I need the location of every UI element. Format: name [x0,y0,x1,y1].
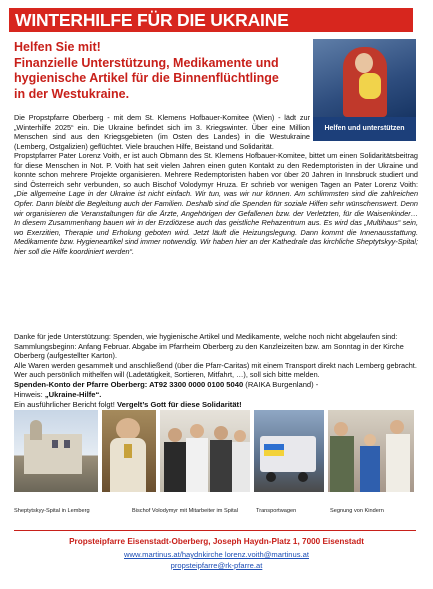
main-paragraph [14,151,418,257]
transport-photo [254,410,324,492]
report-line [14,400,418,410]
caption-bischof: Bischof Volodymyr mit Mitarbeiter im Spital [132,508,239,514]
headline-line: Finanzielle Unterstützung, Medikamente und [14,55,279,70]
main-text: Propstpfarrer Pater Lorenz Voith, er ist auch Obmann des St. Klemens Hofbauer-Komitee, bittet um einen Solidaritätsbeitrag für diese Menschen in Not. P. Voith hat seit vielen Jahren einen guten Kontakt zu den Redemptoristen in der Ukraine und konnte schon mehrere Projekte organisieren. Mehrere Redemptoristen haben vor über 20 Jahren in Innsbruck studiert und sind Österreich sehr verbunden, so auch Bischof Volodymyr Hruza. Er schrieb vor wenigen Tagen an Pater Lorenz Voith: [14,151,418,189]
hospital-photo [14,410,98,492]
bishop-photo [102,410,156,492]
caption-segnung: Segnung von Kindern [330,508,384,514]
hero-caption: Helfen und unterstützen [324,125,405,132]
headline [14,40,314,102]
bishop-quote: „Die allgemeine Lage in der Ukraine ist nicht einfach. Wir tun, was wir nur können. Am schlimmsten sind die zahlreichen Opfer. Dann bleibt die Begleitung auch der Familien. Deshalb sind die Spenden für soziale Hilfen sehr wünschenswert. Denn wir organisieren die Veranstaltungen für die Ärzte, Angehörigen der Gefallenen bzw. der Verletzten, für die Waisenkinder… In diesem Zusammenhang bauen wir in der Erzdiözese auch das geistliche Rehazentrum aus. Es wird das „Multihaus“ sein, wo Exerzitien, Therapie und Erholung geboten wird. Jetzt läuft die Heizungslegung. Dann kommt die Innenausstattung. Medikamente bzw. Hygieneartikel sind immer notwendig. Wir haben hier an der Kathedrale das kirchliche Sheptytskyy-Spital; hier soll die Hilfe koordiniert werden“. [14,189,418,256]
hint-value: „Ukraine-Hilfe“. [44,389,102,399]
thanks-paragraph: Danke für jede Unterstützung: Spenden, wie hygienische Artikel und Medikamente, welche noch nicht abgelaufen sind: Sammlungsbeginn: Anfang Februar. Abgabe im Pfarrheim Oberberg zu den Kanzleizeiten bzw. am Sonntag in der Kirche Oberberg (aufgestellter Karton). [14,332,404,361]
hero-image [313,39,416,141]
blessing-photo [328,410,414,492]
child-figure [359,73,381,99]
email-link-voith[interactable]: lorenz.voith@martinus.at [224,550,309,559]
call-to-action [14,332,418,410]
caption-transport: Transportwagen [256,508,297,514]
title-banner [9,8,413,32]
page-title: WINTERHILFE FÜR DIE UKRAINE [15,10,289,30]
account-number: Spenden-Konto der Pfarre Oberberg: AT92 3300 0000 0100 5040 [14,379,244,389]
intro-paragraph: Die Propstpfarre Oberberg - mit dem St. Klemens Hofbauer-Komitee (Wien) - lädt zur „Winterhilfe 2025“ ein. Die Ukraine befindet sich im 3. Kriegswinter. Über eine Million Menschen sind aus den Kriegsgebieten (im Osten des Landes) in die Westukraine (Lemberg, Ostgalizien) geflüchtet. Viele brauchen Hilfe, Beistand und Solidarität. [14,113,310,151]
headline-line: in der Westukraine. [14,86,130,101]
report-text: Ein ausführlicher Bericht folgt! [14,399,117,409]
headline-line: Helfen Sie mit! [14,40,101,54]
hint-label: Hinweis: [14,389,45,399]
headline-line: hygienische Artikel für die Binnenflüchtlinge [14,71,279,85]
footer [0,537,433,571]
hint-line [14,390,418,400]
email-link-pfarre[interactable]: propsteipfarre@rk-pfarre.at [170,561,263,570]
hospital-staff-photo [160,410,250,492]
face-shape [355,53,373,73]
thanks-bold: Vergelt’s Gott für diese Solidarität! [117,399,242,409]
footer-address: Propsteipfarre Eisenstadt-Oberberg, Joseph Haydn-Platz 1, 7000 Eisenstadt [69,537,364,546]
photo-strip [14,410,414,492]
footer-divider [14,530,416,531]
account-bank: (RAIKA Burgenland) - [243,379,319,389]
website-link[interactable]: www.martinus.at/haydnkirche [124,550,223,559]
account-line [14,380,418,390]
caption-spital: Sheptytskyy-Spital in Lemberg [14,508,90,514]
collect-paragraph: Alle Waren werden gesammelt und anschließend (über die Pfarr-Caritas) mit einem Transport direkt nach Lemberg gebracht. Wer auch persönlich mithelfen will (Ladetätigkeit, Sortieren, Mitfahrt, …), soll sich bitte melden. [14,360,417,380]
footer-links [0,549,433,571]
